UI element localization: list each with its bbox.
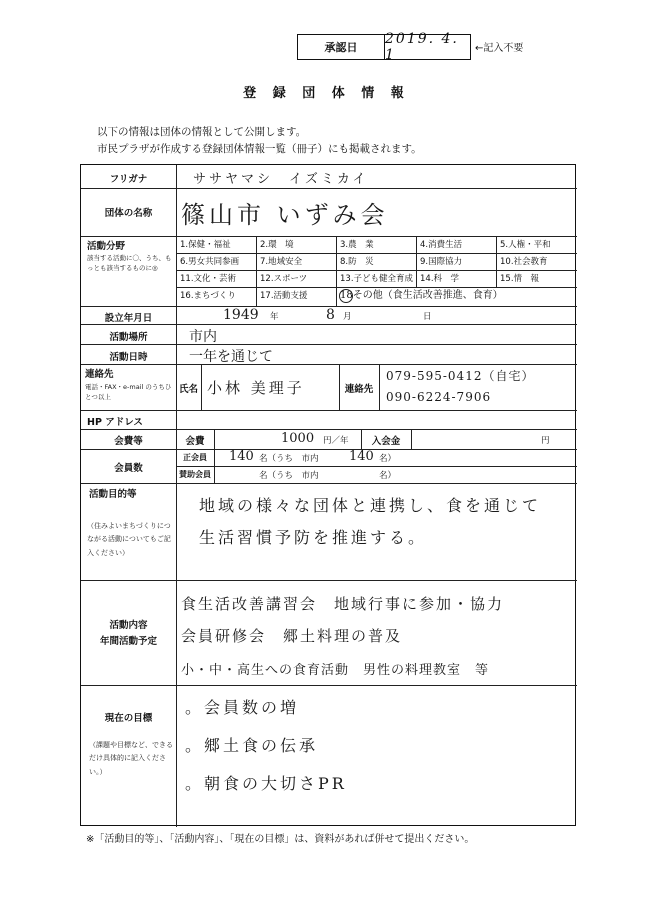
contact-name-value: 小林 美理子 bbox=[207, 379, 305, 397]
goals-label: 現在の目標 bbox=[104, 713, 153, 724]
regular-members-unit: 名（うち 市内 bbox=[259, 454, 319, 464]
fee-amount-label: 会費 bbox=[185, 436, 205, 447]
category-9: 9.国際協力 bbox=[420, 257, 463, 267]
regular-members-within-city: 140 bbox=[349, 449, 374, 464]
intro-line-2: 市民プラザが作成する登録団体情報一覧（冊子）にも掲載されます。 bbox=[97, 143, 422, 155]
category-8: 8.防 災 bbox=[340, 257, 374, 267]
category-16: 16.まちづくり bbox=[180, 291, 236, 301]
support-members-label: 賛助会員 bbox=[179, 470, 211, 479]
content-line-3: 小・中・高生への食育活動 男性の料理教室 等 bbox=[181, 663, 490, 678]
intro-line-1: 以下の情報は団体の情報として公開します。 bbox=[97, 126, 307, 138]
goal-line-1: 。会員数の増 bbox=[185, 698, 300, 717]
entry-fee-unit: 円 bbox=[541, 436, 550, 446]
established-month: 8 bbox=[326, 307, 335, 323]
category-2: 2.環 境 bbox=[260, 240, 294, 250]
purpose-line-2: 生活習慣予防を推進する。 bbox=[199, 528, 428, 547]
established-label: 設立年月日 bbox=[104, 313, 153, 324]
purpose-label: 活動目的等 bbox=[89, 489, 137, 500]
regular-members-value: 140 bbox=[229, 449, 254, 464]
footer-note: ※「活動目的等」、「活動内容」、「現在の目標」は、資料があれば併せて提出ください。 bbox=[86, 834, 475, 845]
field-note: 該当する活動に〇、うち、もっとも該当するものに◎ bbox=[87, 254, 172, 273]
regular-members-label: 正会員 bbox=[183, 453, 207, 462]
category-4: 4.消費生活 bbox=[420, 240, 463, 250]
contact-note: 電話・FAX・e-mail のうちひとつ以上 bbox=[85, 383, 172, 402]
contact-channel-label: 連絡先 bbox=[344, 384, 374, 395]
day-suffix: 日 bbox=[423, 312, 432, 322]
days-value: 一年を通じて bbox=[189, 349, 273, 365]
category-17: 17.活動支援 bbox=[260, 291, 308, 301]
year-suffix: 年 bbox=[270, 312, 279, 322]
approval-box bbox=[297, 31, 471, 63]
days-label: 活動日時 bbox=[109, 352, 148, 363]
category-5: 5.人権・平和 bbox=[500, 240, 551, 250]
content-line-1: 食生活改善講習会 地域行事に参加・協力 bbox=[181, 595, 505, 613]
selected-circle-icon bbox=[338, 288, 354, 304]
category-10: 10.社会教育 bbox=[500, 257, 548, 267]
purpose-line-1: 地域の様々な団体と連携し、食を通じて bbox=[199, 496, 542, 515]
document-title: 登 録 団 体 情 報 bbox=[243, 86, 410, 101]
furigana-label: フリガナ bbox=[109, 174, 148, 185]
goals-note: （課題や目標など、できるだけ具体的に記入ください。） bbox=[89, 741, 173, 776]
category-14: 14.科 学 bbox=[420, 274, 460, 284]
regular-members-unit-close: 名） bbox=[379, 454, 397, 464]
approval-label: 承認日 bbox=[298, 35, 385, 59]
established-year: 1949 bbox=[223, 307, 259, 323]
registration-form bbox=[80, 164, 576, 826]
org-name-value: 篠山市 いずみ会 bbox=[181, 201, 389, 229]
category-7: 7.地域安全 bbox=[260, 257, 303, 267]
fee-label: 会費等 bbox=[114, 436, 143, 447]
org-name-label: 団体の名称 bbox=[104, 208, 153, 219]
contact-phone-home: 079-595-0412（自宅） bbox=[386, 369, 535, 383]
approval-date: 2019. 4. 1 bbox=[385, 31, 459, 63]
approval-note: ←記入不要 bbox=[475, 43, 524, 54]
annual-plan-label: 年間活動予定 bbox=[99, 636, 157, 647]
support-members-unit-close: 名） bbox=[379, 471, 397, 481]
category-13: 13.子ども健全育成 bbox=[340, 274, 414, 284]
entry-fee-label: 入会金 bbox=[371, 436, 401, 447]
month-suffix: 月 bbox=[343, 312, 352, 322]
fee-unit: 円／年 bbox=[323, 436, 349, 446]
furigana-value: ササヤマシ イズミカイ bbox=[193, 172, 369, 187]
contact-phone-mobile: 090-6224-7906 bbox=[386, 390, 492, 404]
field-label: 活動分野 bbox=[87, 241, 126, 252]
support-members-unit: 名（うち 市内 bbox=[259, 471, 319, 481]
members-label: 会員数 bbox=[114, 463, 143, 474]
purpose-note: （住みよいまちづくりにつながる活動についてもご記入ください） bbox=[87, 522, 171, 557]
category-18-other: 18その他（食生活改善推進、食育） bbox=[340, 290, 503, 301]
place-label: 活動場所 bbox=[109, 332, 148, 343]
category-3: 3.農 業 bbox=[340, 240, 374, 250]
content-line-2: 会員研修会 郷土料理の普及 bbox=[181, 627, 403, 645]
content-label: 活動内容 bbox=[109, 620, 148, 631]
category-12: 12.スポーツ bbox=[260, 274, 308, 284]
hp-label: HP アドレス bbox=[87, 417, 143, 428]
category-6: 6.男女共同参画 bbox=[180, 257, 240, 267]
category-15: 15.情 報 bbox=[500, 274, 540, 284]
place-value: 市内 bbox=[189, 329, 217, 345]
category-11: 11.文化・芸術 bbox=[180, 274, 237, 284]
contact-label: 連絡先 bbox=[85, 369, 114, 380]
contact-name-label: 氏名 bbox=[178, 384, 198, 395]
fee-amount-value: 1000 bbox=[281, 431, 315, 446]
goal-line-2: 。郷土食の伝承 bbox=[185, 736, 319, 755]
category-1: 1.保健・福祉 bbox=[180, 240, 231, 250]
goal-line-3: 。朝食の大切さPR bbox=[185, 774, 347, 793]
